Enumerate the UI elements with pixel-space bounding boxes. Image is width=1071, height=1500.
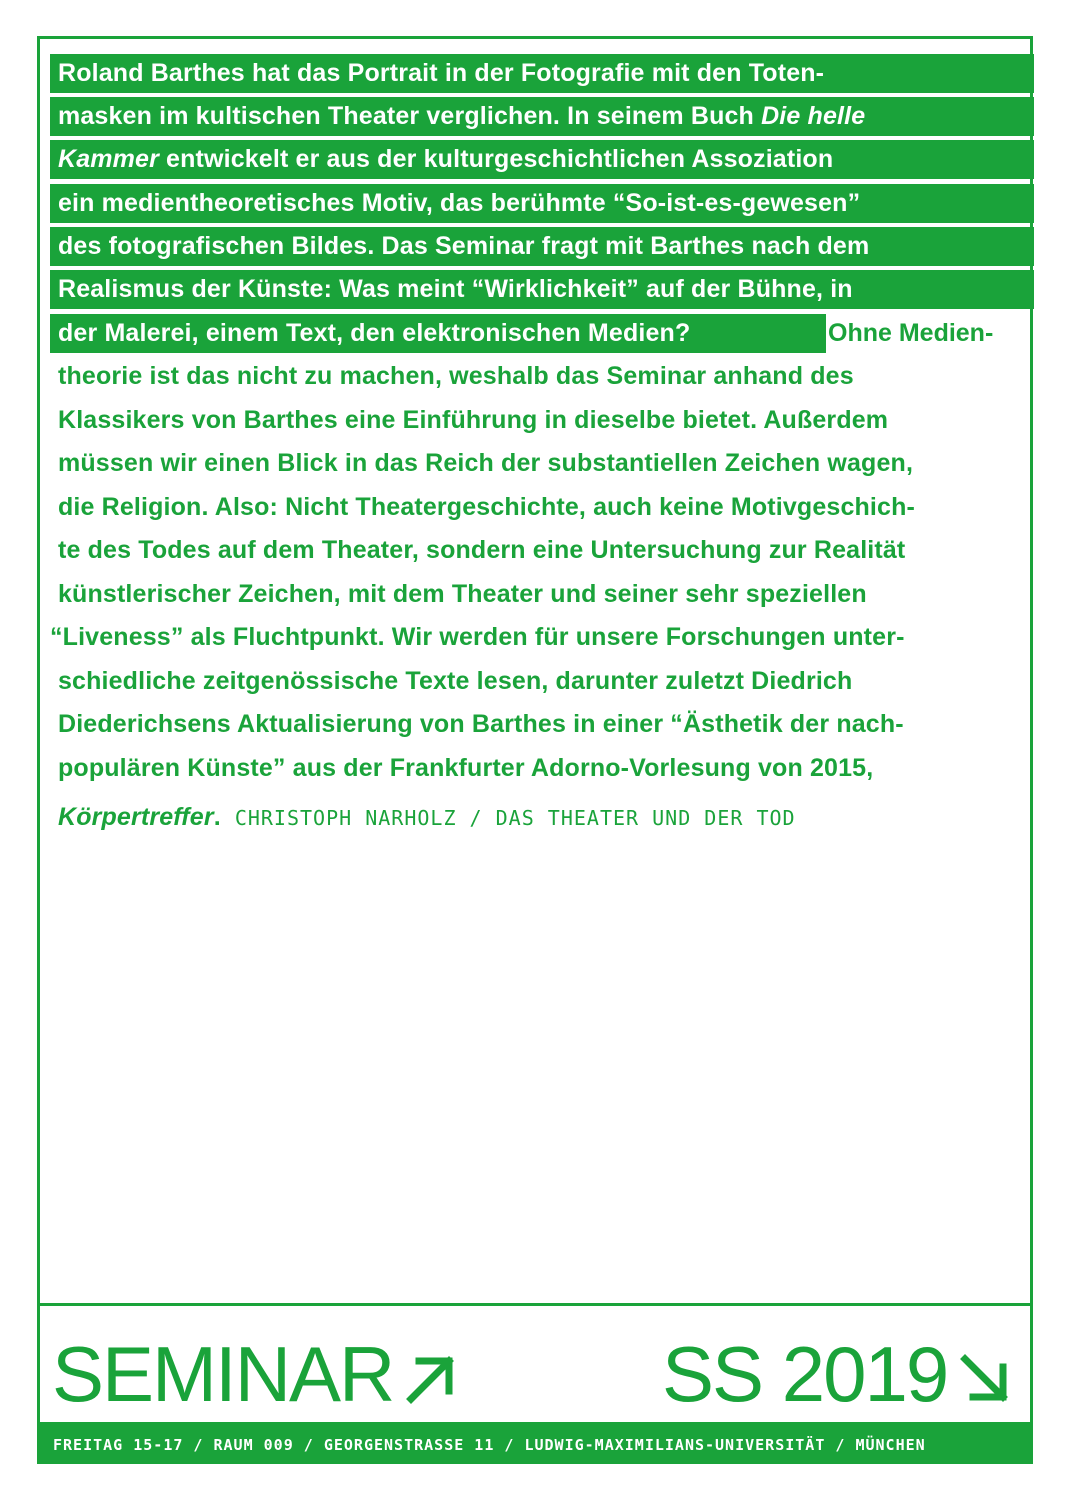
headline-semester	[662, 1330, 1013, 1424]
highlighted-line-4: ein medientheoretisches Motiv, das berühmte “So-ist-es-gewesen”	[50, 184, 1034, 223]
highlighted-line-3	[50, 140, 1034, 179]
highlighted-line-5: des fotografischen Bildes. Das Seminar fragt mit Barthes nach dem	[50, 227, 1034, 266]
highlighted-line-6: Realismus der Künste: Was meint “Wirklichkeit” auf der Bühne, in	[50, 270, 1034, 309]
arrow-up-right-icon	[403, 1336, 459, 1424]
body-line-5: te des Todes auf dem Theater, sondern eine Untersuchung zur Realität	[58, 536, 906, 564]
headline-seminar-text: SEMINAR	[52, 1330, 394, 1418]
body-line-3: müssen wir einen Blick in das Reich der substantiellen Zeichen wagen,	[58, 449, 914, 477]
book-title-koerpertreffer: Körpertreffer	[58, 803, 214, 831]
headline-seminar	[52, 1330, 459, 1424]
body-line-6: künstlerischer Zeichen, mit dem Theater und seiner sehr speziellen	[58, 580, 867, 608]
continuation-inline: Ohne Medien-	[828, 319, 994, 347]
highlighted-line-1: Roland Barthes hat das Portrait in der Fotografie mit den Toten-	[50, 54, 1034, 93]
headline-semester-text: SS 2019	[662, 1330, 948, 1418]
book-title-part-2: Kammer	[58, 145, 159, 173]
body-line-7: “Liveness” als Fluchtpunkt. Wir werden für unsere Forschungen unter-	[50, 623, 905, 651]
body-line-1: theorie ist das nicht zu machen, weshalb das Seminar anhand des	[58, 362, 854, 390]
body-line-8: schiedliche zeitgenössische Texte lesen, darunter zuletzt Diedrich	[58, 667, 853, 695]
body-line-4: die Religion. Also: Nicht Theatergeschichte, auch keine Motivgeschich-	[58, 493, 915, 521]
body-line-9: Diederichsens Aktualisierung von Barthes in einer “Ästhetik der nach-	[58, 710, 904, 738]
body-line-final	[50, 798, 804, 837]
highlighted-line-7: der Malerei, einem Text, den elektronischen Medien?	[50, 314, 826, 353]
byline: CHRISTOPH NARHOLZ / DAS THEATER UND DER TOD	[234, 806, 796, 830]
highlighted-line-2-text: masken im kultischen Theater verglichen. In seinem Buch	[58, 102, 762, 130]
frame-divider	[37, 1303, 1033, 1306]
highlighted-line-3-text: entwickelt er aus der kulturgeschichtlichen Assoziation	[158, 145, 834, 173]
final-period: .	[213, 803, 221, 831]
body-line-10: populären Künste” aus der Frankfurter Adorno-Vorlesung von 2015,	[58, 754, 874, 782]
book-title-part-1: Die helle	[761, 102, 866, 130]
body-line-2: Klassikers von Barthes eine Einführung in dieselbe bietet. Außerdem	[58, 406, 889, 434]
arrow-down-right-icon	[957, 1336, 1013, 1424]
footer-info-bar: FREITAG 15-17 / RAUM 009 / GEORGENSTRASSE 11 / LUDWIG-MAXIMILIANS-UNIVERSITÄT / MÜNCHEN	[37, 1422, 1033, 1464]
highlighted-line-2	[50, 97, 1034, 136]
